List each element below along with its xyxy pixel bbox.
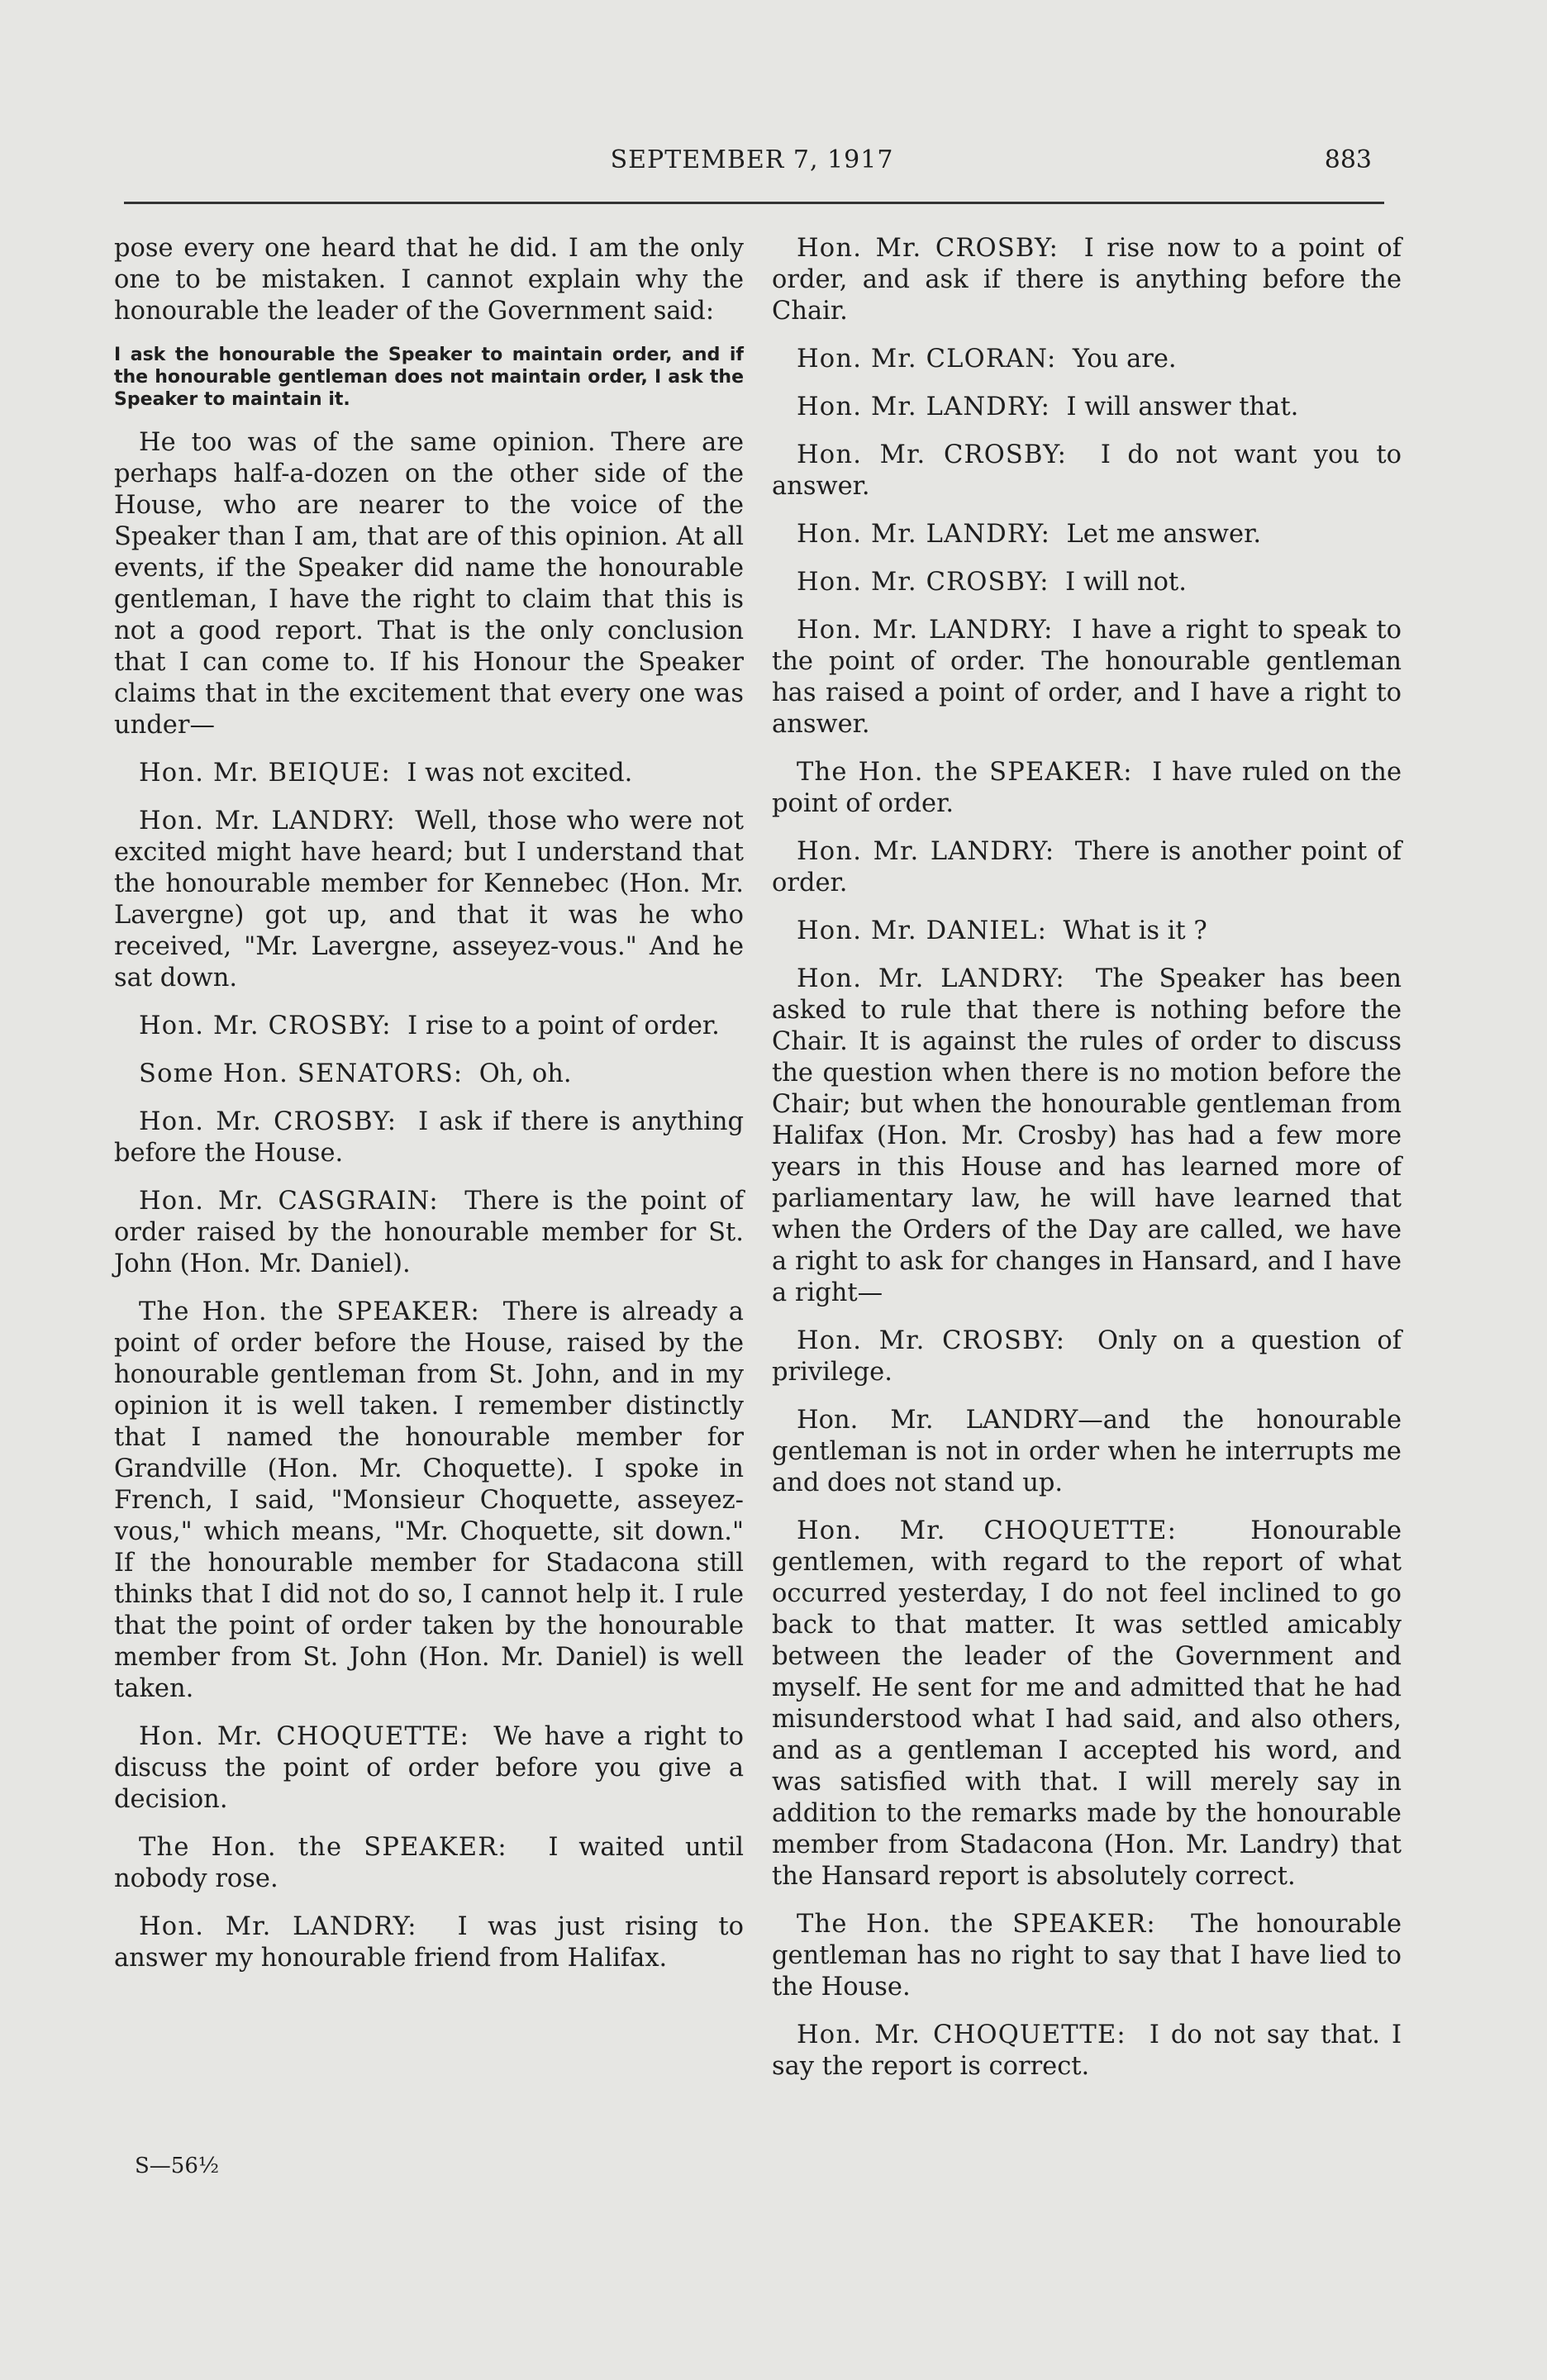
speech-paragraph	[772, 1516, 1402, 1892]
speech-paragraph	[772, 440, 1402, 502]
speaker-name: Some Hon. SENATORS:	[139, 1059, 464, 1088]
speech-paragraph	[772, 757, 1402, 820]
speech-text: The honourable gentleman has no right to say that I have lied to the House.	[772, 1910, 1402, 2002]
speaker-name: Hon. Mr. CROSBY:	[797, 234, 1059, 263]
speech-text: There is the point of order raised by the honourable member for St. John (Hon. Mr. Daniel).	[114, 1187, 744, 1278]
speaker-name: Hon. Mr. LANDRY:	[797, 837, 1055, 866]
speech-paragraph	[114, 1721, 744, 1816]
speaker-name: Hon. Mr. LANDRY:	[139, 1912, 417, 1941]
speaker-name: Hon. Mr. CROSBY:	[797, 568, 1050, 597]
speech-text: Only on a question of privilege.	[772, 1326, 1402, 1387]
speech-text: Let me answer.	[1066, 520, 1262, 549]
speaker-name: Hon. Mr. LANDRY:	[797, 393, 1051, 421]
speaker-name: The Hon. the SPEAKER:	[797, 758, 1133, 787]
speech-paragraph	[114, 1186, 744, 1280]
speech-text: You are.	[1072, 345, 1177, 374]
speech-paragraph	[772, 2020, 1402, 2082]
speech-paragraph	[772, 1405, 1402, 1499]
speaker-name: The Hon. the SPEAKER:	[139, 1833, 507, 1862]
speaker-name: Hon. Mr. LANDRY:	[797, 616, 1054, 645]
speech-text: I rise to a point of order.	[407, 1011, 720, 1040]
speech-paragraph	[114, 1832, 744, 1895]
speaker-name: Hon. Mr. CROSBY:	[139, 1011, 392, 1040]
speech-text: I was just rising to answer my honourable friend from Halifax.	[114, 1912, 745, 1973]
speech-paragraph	[772, 567, 1402, 598]
speech-text: Honourable gentlemen, with regard to the report of what occurred yesterday, I do not feel inclined to go back to that matter. It was settled amicably between the leader of the Government and myself. He sent for me and admitted that he had misunderstood what I had said, and also others, and as a gentleman I accepted his word, and was satisfied with that. I will merely say in addition to the remarks made by the honourable member from Stadacona (Hon. Mr. Landry) that the Hansard report is absolutely correct.	[772, 1516, 1402, 1891]
speech-text: I waited until nobody rose.	[114, 1833, 744, 1893]
speech-paragraph	[772, 836, 1402, 899]
speech-paragraph	[114, 1059, 744, 1090]
speaker-name: Hon. Mr. CHOQUETTE:	[797, 1516, 1178, 1545]
speech-text: I have ruled on the point of order.	[772, 758, 1402, 818]
speech-paragraph	[114, 1011, 744, 1042]
speech-text: What is it ?	[1063, 916, 1207, 945]
folio-mark: S—56½	[135, 2154, 220, 2178]
speech-paragraph	[772, 964, 1402, 1309]
speaker-name: Hon. Mr. CHOQUETTE:	[797, 2021, 1126, 2049]
speech-paragraph	[114, 1107, 744, 1169]
speech-text: I do not say that. I say the report is correct.	[772, 2021, 1402, 2081]
speech-text: I will answer that.	[1066, 393, 1299, 421]
speech-paragraph	[114, 806, 744, 994]
speech-paragraph	[114, 758, 744, 789]
speech-paragraph	[772, 233, 1402, 327]
right-column	[772, 233, 1402, 2099]
speaker-name: Hon. Mr. BEIQUE:	[139, 759, 392, 788]
speech-text: Well, those who were not excited might have heard; but I understand that the honourable member for Kennebec (Hon. Mr. Lavergne) got up, and that it was he who received, "Mr. Lavergne, asseyez-vous." And he sat down.	[114, 807, 744, 992]
speech-paragraph	[772, 615, 1402, 740]
page-header	[124, 145, 1380, 187]
continued-paragraph	[114, 233, 744, 327]
speech-paragraph	[772, 344, 1402, 375]
speech-paragraph	[114, 1297, 744, 1705]
speech-text: I will not.	[1065, 568, 1187, 597]
left-column	[114, 233, 744, 1991]
speech-text: There is another point of order.	[772, 837, 1402, 897]
speaker-name: Hon. Mr. DANIEL:	[797, 916, 1048, 945]
header-rule	[124, 202, 1384, 204]
speech-paragraph	[772, 916, 1402, 947]
speaker-name: The Hon. the SPEAKER:	[797, 1910, 1156, 1939]
speech-text: We have a right to discuss the point of order before you give a decision.	[114, 1722, 744, 1814]
speaker-name: Hon. Mr. CROSBY:	[139, 1107, 397, 1136]
page-number: 883	[1324, 145, 1372, 174]
speech-text: I ask if there is anything before the House.	[114, 1107, 744, 1168]
speech-text: Oh, oh.	[478, 1059, 572, 1088]
speech-paragraph	[772, 519, 1402, 550]
speech-text: I have a right to speak to the point of order. The honourable gentleman has raised a point of order, and I have a right to answer.	[772, 616, 1402, 739]
quoted-passage: I ask the honourable the Speaker to maintain order, and if the honourable gentleman does not maintain order, I ask the Speaker to maintain it.	[114, 345, 744, 410]
speech-paragraph	[114, 1911, 744, 1974]
speaker-name: Hon. Mr. CROSBY:	[797, 1326, 1066, 1355]
header-date: SEPTEMBER 7, 1917	[610, 145, 894, 174]
speaker-name: The Hon. the SPEAKER:	[139, 1297, 481, 1326]
speech-text: He too was of the same opinion. There are perhaps half-a-dozen on the other side of the House, who are nearer to the voice of the Speaker than I am, that are of this opinion. At all events, if the Speaker did name the honourable gentleman, I have the right to claim that this is not a good report. That is the only conclusion that I can come to. If his Honour the Speaker claims that in the excitement that every one was under—	[114, 428, 744, 740]
speech-paragraph	[114, 427, 744, 741]
speaker-name: Hon. Mr. CROSBY:	[797, 440, 1068, 469]
speech-text: I was not excited.	[407, 759, 633, 788]
speaker-name: Hon. Mr. LANDRY:	[139, 807, 396, 835]
speech-paragraph	[772, 392, 1402, 423]
speech-text: I do not want you to answer.	[772, 440, 1402, 501]
speech-text: There is already a point of order before the House, raised by the honourable gentleman from St. John, and in my opinion it is well taken. I remember distinctly that I named the honourable member for Grandville (Hon. Mr. Choquette). I spoke in French, I said, "Monsieur Choquette, asseyez-vous," which means, "Mr. Choquette, sit down." If the honourable member for Stadacona still thinks that I did not do so, I cannot help it. I rule that the point of order taken by the honourable member from St. John (Hon. Mr. Daniel) is well taken.	[114, 1297, 744, 1703]
speech-text: pose every one heard that he did. I am the only one to be mistaken. I cannot explain why the honourable the leader of the Government said:	[114, 234, 744, 326]
speech-text: I rise now to a point of order, and ask if there is anything before the Chair.	[772, 234, 1402, 326]
speech-text: The Speaker has been asked to rule that there is nothing before the Chair. It is against the rules of order to discuss the question when there is no motion before the Chair; but when the honourable gentleman from Halifax (Hon. Mr. Crosby) has had a few more years in this House and has learned more of parliamentary law, he will have learned that when the Orders of the Day are called, we have a right to ask for changes in Hansard, and I have a right—	[772, 964, 1402, 1307]
speaker-name: Hon. Mr. LANDRY:	[797, 520, 1051, 549]
speaker-name: Hon. Mr. LANDRY:	[797, 964, 1065, 993]
speech-paragraph	[772, 1909, 1402, 2003]
speaker-name: Hon. Mr. CLORAN:	[797, 345, 1057, 374]
speech-paragraph	[772, 1326, 1402, 1388]
speech-text: Hon. Mr. LANDRY—and the honourable gentleman is not in order when he interrupts me and does not stand up.	[772, 1406, 1402, 1497]
speaker-name: Hon. Mr. CHOQUETTE:	[139, 1722, 470, 1751]
speaker-name: Hon. Mr. CASGRAIN:	[139, 1187, 439, 1216]
